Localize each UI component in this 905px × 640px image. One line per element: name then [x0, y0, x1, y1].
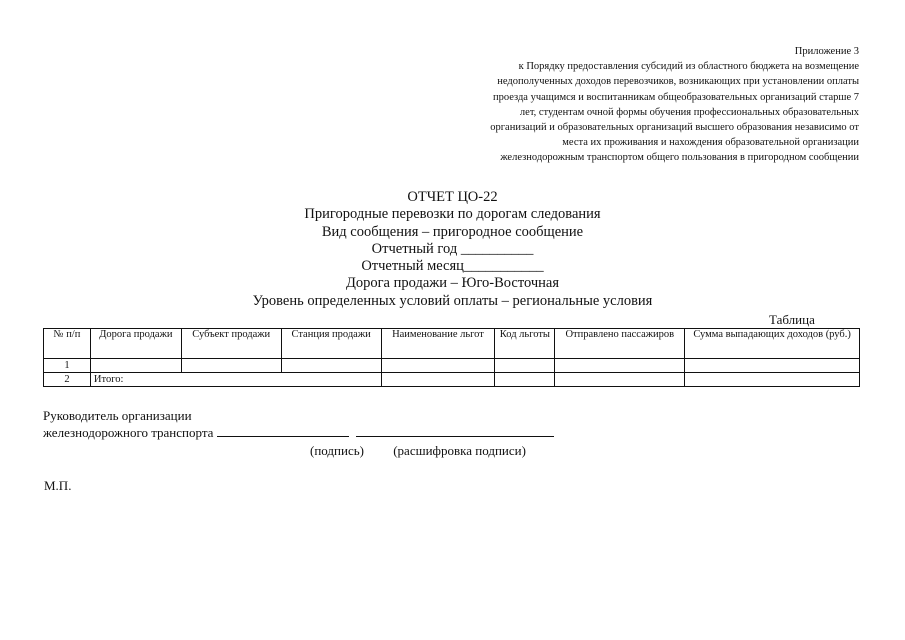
table-cell [381, 359, 495, 373]
table-cell [555, 373, 685, 387]
appendix-line: лет, студентам очной формы обучения профессиональных образовательных [519, 106, 859, 118]
appendix-line: недополученных доходов перевозчиков, возникающих при установлении оплаты [497, 76, 859, 88]
reporting-year: Отчетный год __________ [371, 240, 534, 257]
header-cell-lost-revenue: Сумма выпадающих доходов (руб.) [685, 329, 860, 359]
signature-title-line1: Руководитель организации [43, 408, 192, 423]
signature-blank-line [217, 424, 349, 437]
header-cell-number: № п/п [44, 329, 91, 359]
report-subtitle: Пригородные перевозки по дорогам следования [304, 206, 601, 223]
appendix-line: проезда учащимся и воспитанникам общеобразовательных организаций старше 7 [492, 91, 859, 103]
row-number-cell: 1 [44, 359, 91, 373]
message-type: Вид сообщения – пригородное сообщение [321, 223, 584, 240]
table-cell [181, 359, 281, 373]
appendix-line: железнодорожным транспортом общего пользования в пригородном сообщении [500, 152, 859, 164]
stamp-placeholder: М.П. [44, 478, 72, 493]
table-cell [381, 373, 495, 387]
total-label-cell: Итого: [90, 373, 381, 387]
header-cell-road: Дорога продажи [90, 329, 181, 359]
signature-block [43, 407, 643, 458]
header-cell-station: Станция продажи [281, 329, 381, 359]
appendix-header [395, 44, 859, 166]
table-header-row [44, 329, 860, 359]
table-row [44, 359, 860, 373]
row-number-cell: 2 [44, 373, 91, 387]
decoding-hint: (расшифровка подписи) [393, 443, 526, 458]
sale-road: Дорога продажи – Юго-Восточная [345, 275, 560, 292]
header-cell-benefit-code: Код льготы [495, 329, 555, 359]
table-cell [685, 373, 860, 387]
table-row-total [44, 373, 860, 387]
signature-hints [310, 442, 526, 459]
table-cell [281, 359, 381, 373]
table-cell [555, 359, 685, 373]
header-cell-subject: Субъект продажи [181, 329, 281, 359]
appendix-line: Приложение 3 [794, 46, 859, 57]
table-cell [685, 359, 860, 373]
signature-title-line2 [43, 424, 643, 441]
report-title: ОТЧЕТ ЦО-22 [407, 189, 498, 205]
signature-title-prefix: железнодорожного транспорта [43, 425, 214, 440]
table-label: Таблица [769, 312, 815, 327]
header-cell-passengers: Отправлено пассажиров [555, 329, 685, 359]
header-cell-benefit-name: Наименование льгот [381, 329, 495, 359]
appendix-line: к Порядку предоставления субсидий из областного бюджета на возмещение [518, 61, 859, 73]
payment-level: Уровень определенных условий оплаты – региональные условия [252, 292, 653, 309]
reporting-month: Отчетный месяц___________ [361, 258, 544, 275]
decoding-blank-line [356, 424, 554, 437]
table-cell [90, 359, 181, 373]
report-title-block [230, 189, 675, 310]
signature-hint: (подпись) [310, 443, 364, 458]
appendix-line: организаций и образовательных организаций высшего образования независимо от [490, 122, 859, 134]
table-cell [495, 373, 555, 387]
report-table [43, 328, 860, 387]
appendix-line: места их проживания и нахождения образовательной организации [562, 137, 859, 149]
table-cell [495, 359, 555, 373]
